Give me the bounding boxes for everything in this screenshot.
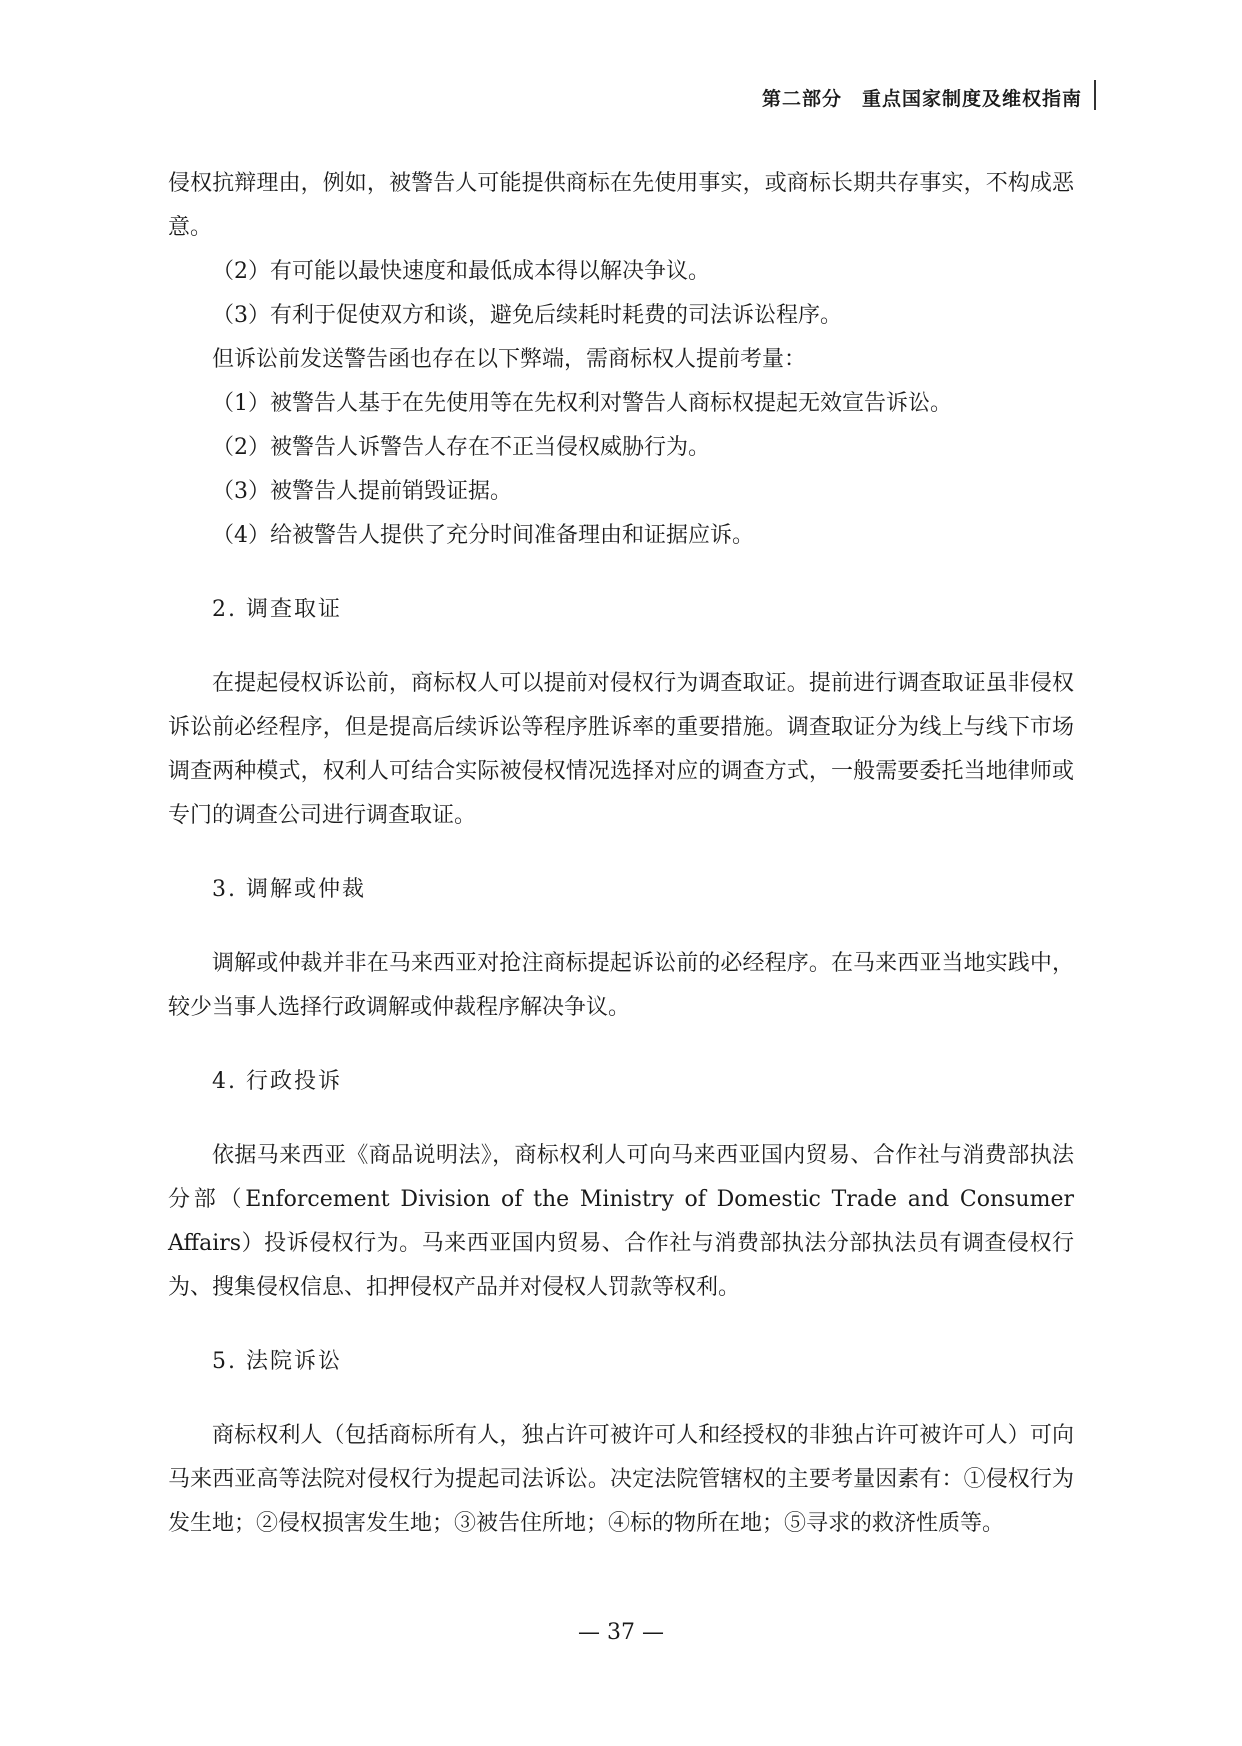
header-rule <box>1094 80 1096 110</box>
page-number: — 37 — <box>578 1620 664 1645</box>
paragraph-disadvantages-intro: 但诉讼前发送警告函也存在以下弊端，需商标权人提前考量： <box>212 347 807 372</box>
list-item-advantage-3: （3）有利于促使双方和谈，避免后续耗时耗费的司法诉讼程序。 <box>212 303 842 328</box>
running-title: 第二部分 重点国家制度及维权指南 <box>761 88 1082 110</box>
paragraph-administrative-complaint: 依据马来西亚《商品说明法》，商标权利人可向马来西亚国内贸易、合作社与消费部执法分部（Enforcement Division of the Ministry of Domestic Trade and Consumer Affairs）投诉侵权行为。马来西亚国内贸易、合作社与消费部执法分部执法员有调查侵权行为、搜集侵权信息、扣押侵权产品并对侵权人罚款等权利。 <box>168 1143 1074 1300</box>
section-heading-investigation: 2. 调查取证 <box>212 597 342 622</box>
list-item-disadvantage-2: （2）被警告人诉警告人存在不正当侵权威胁行为。 <box>212 435 710 460</box>
list-item-disadvantage-3: （3）被警告人提前销毁证据。 <box>212 479 512 504</box>
section-heading-litigation: 5. 法院诉讼 <box>212 1349 342 1374</box>
paragraph-continued: 侵权抗辩理由，例如，被警告人可能提供商标在先使用事实，或商标长期共存事实，不构成恶意。 <box>168 171 1074 240</box>
list-item-disadvantage-1: （1）被警告人基于在先使用等在先权利对警告人商标权提起无效宣告诉讼。 <box>212 391 952 416</box>
page-body <box>168 162 1074 1546</box>
running-header <box>762 84 1082 111</box>
section-heading-administrative-complaint: 4. 行政投诉 <box>212 1069 342 1094</box>
paragraph-mediation: 调解或仲裁并非在马来西亚对抢注商标提起诉讼前的必经程序。在马来西亚当地实践中，较少当事人选择行政调解或仲裁程序解决争议。 <box>168 951 1074 1020</box>
paragraph-litigation: 商标权利人（包括商标所有人，独占许可被许可人和经授权的非独占许可被许可人）可向马来西亚高等法院对侵权行为提起司法诉讼。决定法院管辖权的主要考量因素有：①侵权行为发生地；②侵权损害发生地；③被告住所地；④标的物所在地；⑤寻求的救济性质等。 <box>168 1423 1074 1536</box>
list-item-advantage-2: （2）有可能以最快速度和最低成本得以解决争议。 <box>212 259 710 284</box>
paragraph-investigation: 在提起侵权诉讼前，商标权人可以提前对侵权行为调查取证。提前进行调查取证虽非侵权诉讼前必经程序，但是提高后续诉讼等程序胜诉率的重要措施。调查取证分为线上与线下市场调查两种模式，权利人可结合实际被侵权情况选择对应的调查方式，一般需要委托当地律师或专门的调查公司进行调查取证。 <box>168 671 1074 828</box>
list-item-disadvantage-4: （4）给被警告人提供了充分时间准备理由和证据应诉。 <box>212 523 754 548</box>
section-heading-mediation: 3. 调解或仲裁 <box>212 877 366 902</box>
